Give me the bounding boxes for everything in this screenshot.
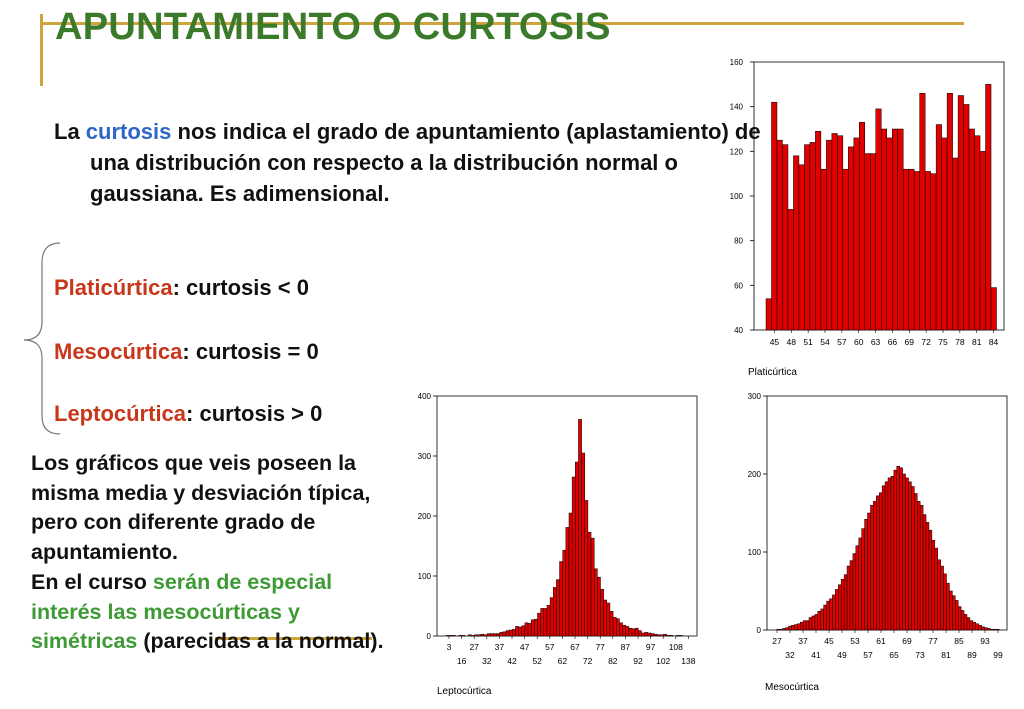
histogram-bar xyxy=(582,453,585,636)
histogram-bar xyxy=(670,635,673,636)
histogram-bar xyxy=(782,145,787,330)
x-tick-label: 82 xyxy=(608,656,618,666)
slide-title: APUNTAMIENTO O CURTOSIS xyxy=(55,6,611,48)
x-tick-label: 138 xyxy=(681,656,696,666)
histogram-bar xyxy=(806,621,809,630)
type-rule: : curtosis < 0 xyxy=(172,275,309,300)
histogram-bar xyxy=(865,519,868,630)
histogram-bar xyxy=(879,493,882,630)
histogram-bar xyxy=(835,589,838,630)
x-tick-label: 16 xyxy=(456,656,467,666)
x-tick-label: 37 xyxy=(798,636,808,646)
histogram-bar xyxy=(964,104,969,330)
histogram-bar xyxy=(497,634,500,636)
x-tick-label: 84 xyxy=(988,337,999,347)
histogram-bar xyxy=(920,505,923,630)
histogram-bar xyxy=(952,596,955,630)
histogram-bar xyxy=(613,617,616,636)
histogram-bar xyxy=(522,626,525,636)
y-tick-label: 60 xyxy=(734,281,743,291)
histogram-bar xyxy=(800,622,803,630)
histogram-bar xyxy=(935,548,938,630)
histogram-bar xyxy=(556,580,559,636)
histogram-bar xyxy=(475,635,478,636)
histogram-bar xyxy=(601,589,604,636)
histogram-bar xyxy=(923,515,926,630)
histogram-bar xyxy=(619,623,622,636)
histogram-bar xyxy=(538,613,541,636)
histogram-bar xyxy=(459,635,462,636)
x-tick-label: 77 xyxy=(928,636,938,646)
histogram-bar xyxy=(876,496,879,630)
histogram-bar xyxy=(780,629,783,630)
histogram-bar xyxy=(766,299,771,330)
histogram-bar xyxy=(917,501,920,630)
type-name: Platicúrtica xyxy=(54,275,173,300)
y-tick-label: 100 xyxy=(747,548,761,557)
histogram-bar xyxy=(837,136,842,330)
histogram-bar xyxy=(500,632,503,636)
x-tick-label: 99 xyxy=(993,650,1003,660)
histogram-bar xyxy=(859,538,862,630)
histogram-bar xyxy=(560,562,563,636)
type-name: Mesocúrtica xyxy=(54,339,183,364)
histogram-bar xyxy=(903,169,908,330)
type-rule: : curtosis > 0 xyxy=(186,401,323,426)
histogram-bar xyxy=(969,129,974,330)
type-rule: : curtosis = 0 xyxy=(182,339,319,364)
histogram-bar xyxy=(986,84,991,330)
x-tick-label: 57 xyxy=(863,650,873,660)
histogram-bar xyxy=(509,630,512,636)
x-tick-label: 45 xyxy=(824,636,834,646)
histogram-bar xyxy=(841,579,844,630)
histogram-bar xyxy=(478,635,481,636)
histogram-bar xyxy=(953,158,958,330)
histogram-bar xyxy=(862,529,865,630)
histogram-bar xyxy=(843,169,848,330)
x-tick-label: 77 xyxy=(595,642,605,652)
histogram-bar xyxy=(597,577,600,636)
plati-caption: Platicúrtica xyxy=(748,367,797,378)
histogram-bar xyxy=(550,598,553,636)
histogram-bar xyxy=(629,628,632,636)
histogram-bar xyxy=(854,138,859,330)
note-p2-highlight: serán de especial interés las mesocúrticas y simétricas xyxy=(31,569,333,654)
histogram-bar xyxy=(887,138,892,330)
histogram-bar xyxy=(925,171,930,330)
histogram-bar xyxy=(868,513,871,630)
x-tick-label: 48 xyxy=(786,337,797,347)
x-tick-label: 69 xyxy=(902,636,912,646)
histogram-bar xyxy=(569,513,572,636)
histogram-bar xyxy=(838,585,841,630)
histogram-bar xyxy=(503,632,506,636)
histogram-bar xyxy=(975,136,980,330)
y-tick-label: 300 xyxy=(747,392,761,401)
y-tick-label: 0 xyxy=(756,626,761,635)
histogram-bar xyxy=(931,174,936,330)
histogram-bar xyxy=(449,635,452,636)
histogram-bar xyxy=(844,575,847,630)
histogram-bar xyxy=(876,109,881,330)
y-tick-label: 100 xyxy=(417,572,431,581)
histogram-bar xyxy=(909,169,914,330)
histogram-bar xyxy=(865,154,870,330)
x-tick-label: 61 xyxy=(876,636,886,646)
histogram-bar xyxy=(942,138,947,330)
histogram-bar xyxy=(786,628,789,630)
histogram-bar xyxy=(799,165,804,330)
histogram-bar xyxy=(955,600,958,630)
histogram-bar xyxy=(471,635,474,636)
x-tick-label: 3 xyxy=(446,642,452,652)
histogram-bar xyxy=(490,634,493,636)
histogram-bar xyxy=(991,288,996,330)
histogram-bar xyxy=(832,133,837,330)
x-tick-label: 73 xyxy=(915,650,925,660)
y-tick-label: 120 xyxy=(729,147,743,157)
histogram-bar xyxy=(588,532,591,636)
intro-post: nos indica el grado de apuntamiento (aplastamiento) de una distribución con respecto a la distribución normal o gaussiana. Es adimensional. xyxy=(90,119,761,206)
histogram-bar xyxy=(645,632,648,636)
histogram-bar xyxy=(512,629,515,636)
x-tick-label: 42 xyxy=(507,656,517,666)
y-tick-label: 0 xyxy=(426,632,431,641)
x-tick-label: 67 xyxy=(570,642,580,652)
histogram-bar xyxy=(651,634,654,636)
histogram-bar xyxy=(541,608,544,636)
histogram-bar xyxy=(812,616,815,630)
x-tick-label: 51 xyxy=(803,337,813,347)
x-tick-label: 102 xyxy=(656,656,671,666)
histogram-bar xyxy=(894,470,897,630)
histogram-bar xyxy=(967,618,970,630)
histogram-bar xyxy=(789,626,792,630)
histogram-bar xyxy=(830,599,833,630)
histogram-bar xyxy=(970,621,973,630)
histogram-bar xyxy=(657,635,660,636)
histogram-bar xyxy=(996,629,999,630)
histogram-bar xyxy=(827,601,830,630)
histogram-bar xyxy=(941,566,944,630)
y-tick-label: 100 xyxy=(729,192,743,201)
histogram-bar xyxy=(949,591,952,630)
histogram-bar xyxy=(824,605,827,630)
x-tick-label: 63 xyxy=(870,337,881,347)
histogram-bar xyxy=(515,626,518,636)
histogram-bar xyxy=(534,619,537,636)
x-tick-label: 81 xyxy=(941,650,951,660)
histogram-bar xyxy=(553,587,556,636)
x-tick-label: 72 xyxy=(582,656,593,666)
x-tick-label: 92 xyxy=(633,656,643,666)
histogram-bar xyxy=(809,618,812,630)
x-tick-label: 49 xyxy=(837,650,847,660)
histogram-bar xyxy=(961,611,964,631)
x-tick-label: 66 xyxy=(887,337,898,347)
histogram-bar xyxy=(818,611,821,630)
histogram-bar xyxy=(826,140,831,330)
x-tick-label: 97 xyxy=(645,642,656,652)
histogram-bar xyxy=(679,635,682,636)
histogram-bar xyxy=(487,634,490,636)
histogram-bar xyxy=(664,634,667,636)
histogram-bar xyxy=(777,140,782,330)
histogram-bar xyxy=(803,621,806,630)
histogram-bar xyxy=(528,623,531,636)
histogram-bar xyxy=(885,482,888,630)
y-tick-label: 160 xyxy=(729,58,743,67)
x-tick-label: 45 xyxy=(769,337,780,347)
histogram-bar xyxy=(929,530,932,630)
x-tick-label: 62 xyxy=(557,656,568,666)
histogram-bar xyxy=(897,466,900,630)
histogram-bar xyxy=(462,635,465,636)
histogram-bar xyxy=(591,538,594,636)
x-tick-label: 37 xyxy=(494,642,505,652)
histogram-bar xyxy=(531,620,534,636)
histogram-bar xyxy=(525,623,528,636)
histogram-bar xyxy=(594,569,597,636)
histogram-bar xyxy=(906,478,909,630)
x-tick-label: 93 xyxy=(980,636,990,646)
histogram-bar xyxy=(667,635,670,636)
y-tick-label: 140 xyxy=(729,102,743,112)
histogram-bar xyxy=(944,574,947,630)
histogram-bar xyxy=(626,626,629,636)
histogram-bar xyxy=(982,627,985,630)
histogram-bar xyxy=(980,151,985,330)
histogram-bar xyxy=(853,554,856,630)
histogram-bar xyxy=(947,93,952,330)
histogram-bar xyxy=(572,477,575,636)
histogram-bar xyxy=(547,605,550,636)
histogram-bar xyxy=(882,486,885,630)
histogram-bar xyxy=(932,540,935,630)
x-tick-label: 75 xyxy=(938,337,948,347)
histogram-bar xyxy=(873,501,876,630)
histogram-bar xyxy=(938,560,941,630)
y-tick-label: 200 xyxy=(417,512,431,521)
x-tick-label: 87 xyxy=(620,642,631,652)
histogram-bar xyxy=(575,462,578,636)
histogram-bar xyxy=(604,600,607,636)
histogram-bar xyxy=(481,634,484,636)
intro-pre: La xyxy=(54,119,86,144)
histogram-bar xyxy=(973,622,976,630)
histogram-bar xyxy=(847,566,850,630)
note-p2-pre: En el curso xyxy=(31,569,153,594)
type-name: Leptocúrtica xyxy=(54,401,187,426)
x-tick-label: 52 xyxy=(532,656,542,666)
histogram-bar xyxy=(848,147,853,330)
lepto-chart xyxy=(418,392,697,697)
histogram-bar xyxy=(506,631,509,636)
histogram-bar xyxy=(493,634,496,636)
histogram-bar xyxy=(793,156,798,330)
histogram-bar xyxy=(635,628,638,636)
histogram-bar xyxy=(990,629,993,630)
x-tick-label: 78 xyxy=(955,337,965,347)
histogram-bar xyxy=(987,628,990,630)
histogram-bar xyxy=(566,527,569,636)
x-tick-label: 54 xyxy=(820,337,830,347)
histogram-bar xyxy=(856,546,859,630)
intro-term: curtosis xyxy=(85,119,172,144)
histogram-bar xyxy=(660,635,663,636)
histogram-bar xyxy=(947,583,950,630)
histogram-bar xyxy=(892,129,897,330)
histogram-bar xyxy=(563,550,566,636)
note-p1: Los gráficos que veis poseen la misma media y desviación típica, pero con diferente grado de apuntamiento. xyxy=(31,451,371,565)
histogram-bar xyxy=(964,614,967,630)
histogram-bar xyxy=(446,635,449,636)
histogram-bar xyxy=(794,625,797,630)
x-tick-label: 57 xyxy=(545,642,555,652)
y-tick-label: 40 xyxy=(734,326,743,335)
x-tick-label: 65 xyxy=(889,650,899,660)
histogram-bar xyxy=(578,419,581,636)
histogram-bar xyxy=(676,635,679,636)
histogram-bar xyxy=(648,633,651,636)
histogram-bar xyxy=(898,129,903,330)
x-tick-label: 53 xyxy=(850,636,860,646)
histogram-bar xyxy=(936,125,941,330)
histogram-bar xyxy=(870,505,873,630)
histogram-bar xyxy=(791,625,794,630)
x-tick-label: 69 xyxy=(904,337,915,347)
histogram-bar xyxy=(641,633,644,636)
histogram-bar xyxy=(623,625,626,636)
x-tick-label: 27 xyxy=(469,642,479,652)
lepto-caption: Leptocúrtica xyxy=(437,686,492,697)
x-tick-label: 47 xyxy=(519,642,530,652)
histogram-bar xyxy=(815,614,818,630)
x-tick-label: 60 xyxy=(853,337,864,347)
meso-caption: Mesocúrtica xyxy=(765,682,819,693)
histogram-bar xyxy=(788,209,793,330)
note-p2-post: (parecidas a la normal). xyxy=(137,629,384,654)
histogram-bar xyxy=(654,634,657,636)
histogram-bar xyxy=(452,635,455,636)
histogram-bar xyxy=(797,624,800,630)
histogram-bar xyxy=(585,500,588,636)
plati-chart xyxy=(730,58,1004,378)
histogram-bar xyxy=(616,619,619,636)
histogram-bar xyxy=(810,142,815,330)
x-tick-label: 108 xyxy=(668,642,683,652)
histogram-bar xyxy=(914,494,917,631)
x-tick-label: 32 xyxy=(785,650,795,660)
histogram-bar xyxy=(821,169,826,330)
histogram-bar xyxy=(850,561,853,630)
x-tick-label: 81 xyxy=(971,337,982,347)
histogram-bar xyxy=(815,131,820,330)
histogram-bar xyxy=(908,482,911,630)
histogram-bar xyxy=(881,129,886,330)
histogram-bar xyxy=(832,595,835,630)
histogram-bar xyxy=(544,608,547,636)
histogram-bar xyxy=(900,468,903,630)
x-tick-label: 32 xyxy=(482,656,492,666)
histogram-bar xyxy=(914,171,919,330)
histogram-bar xyxy=(888,478,891,630)
histogram-bar xyxy=(920,93,925,330)
histogram-bar xyxy=(468,635,471,636)
histogram-bar xyxy=(484,635,487,636)
meso-chart xyxy=(748,392,1007,693)
histogram-bar xyxy=(926,522,929,630)
histogram-bar xyxy=(958,96,963,331)
histogram-bar xyxy=(783,628,786,630)
histogram-bar xyxy=(777,629,780,630)
x-tick-label: 85 xyxy=(954,636,964,646)
histogram-bar xyxy=(859,122,864,330)
histogram-bar xyxy=(976,624,979,630)
histogram-bar xyxy=(632,629,635,636)
y-tick-label: 80 xyxy=(734,236,743,246)
histogram-bar xyxy=(519,627,522,636)
histogram-bar xyxy=(610,611,613,636)
histogram-bar xyxy=(638,631,641,636)
y-tick-label: 400 xyxy=(417,392,431,401)
histogram-bar xyxy=(607,603,610,636)
histogram-bar xyxy=(958,607,961,630)
x-tick-label: 57 xyxy=(837,337,847,347)
histogram-bar xyxy=(821,609,824,630)
y-tick-label: 200 xyxy=(747,470,761,479)
histogram-bar xyxy=(903,474,906,630)
histogram-bar xyxy=(979,625,982,630)
histogram-bar xyxy=(804,145,809,330)
y-tick-label: 300 xyxy=(417,452,431,461)
histogram-bar xyxy=(771,102,776,330)
histogram-bar xyxy=(911,486,914,630)
x-tick-label: 27 xyxy=(772,636,782,646)
x-tick-label: 89 xyxy=(967,650,977,660)
x-tick-label: 41 xyxy=(811,650,821,660)
x-tick-label: 72 xyxy=(921,337,931,347)
histogram-bar xyxy=(985,628,988,630)
histogram-bar xyxy=(993,629,996,630)
histogram-bar xyxy=(870,154,875,330)
histogram-bar xyxy=(891,476,894,630)
